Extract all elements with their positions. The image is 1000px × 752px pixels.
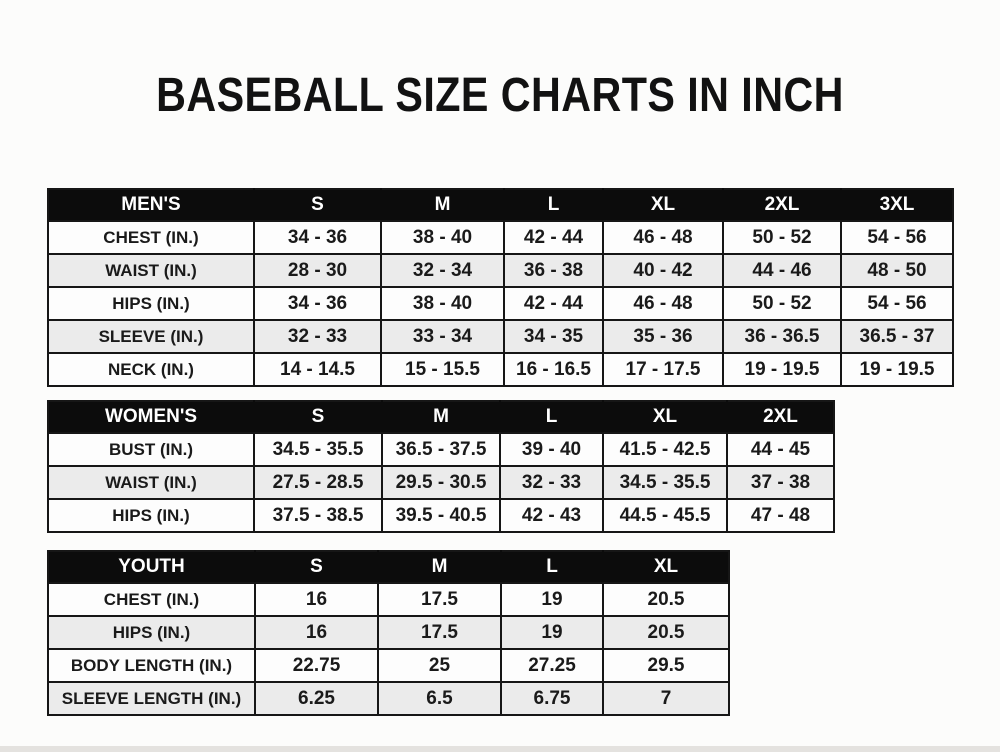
size-value-cell: 44.5 - 45.5: [603, 499, 727, 532]
size-value-cell: 27.5 - 28.5: [254, 466, 382, 499]
row-label-sleeve: SLEEVE (IN.): [48, 320, 254, 353]
row-label-hips: HIPS (IN.): [48, 616, 255, 649]
size-value-cell: 7: [603, 682, 729, 715]
size-value-cell: 34 - 35: [504, 320, 603, 353]
row-label-waist: WAIST (IN.): [48, 466, 254, 499]
size-value-cell: 44 - 45: [727, 433, 834, 466]
mens-col-header-2xl: 2XL: [723, 189, 841, 221]
size-value-cell: 38 - 40: [381, 287, 504, 320]
size-value-cell: 29.5 - 30.5: [382, 466, 500, 499]
size-value-cell: 19 - 19.5: [723, 353, 841, 386]
mens-sleeve-row: [48, 320, 953, 353]
size-value-cell: 6.25: [255, 682, 378, 715]
size-value-cell: 32 - 33: [500, 466, 603, 499]
youth-col-header-xl: XL: [603, 551, 729, 583]
youth-col-header-m: M: [378, 551, 501, 583]
womens-hips-row: [48, 499, 834, 532]
womens-col-header-l: L: [500, 401, 603, 433]
row-label-chest: CHEST (IN.): [48, 221, 254, 254]
size-value-cell: 20.5: [603, 616, 729, 649]
youth-col-header-l: L: [501, 551, 603, 583]
size-value-cell: 54 - 56: [841, 221, 953, 254]
size-value-cell: 42 - 43: [500, 499, 603, 532]
size-value-cell: 14 - 14.5: [254, 353, 381, 386]
youth-header-row: [48, 551, 729, 583]
size-value-cell: 36.5 - 37.5: [382, 433, 500, 466]
youth-col-header-s: S: [255, 551, 378, 583]
size-value-cell: 17.5: [378, 616, 501, 649]
page-bottom-edge: [0, 746, 1000, 752]
mens-size-table: [47, 188, 954, 387]
size-value-cell: 37.5 - 38.5: [254, 499, 382, 532]
size-value-cell: 20.5: [603, 583, 729, 616]
mens-waist-row: [48, 254, 953, 287]
mens-header-row: [48, 189, 953, 221]
size-value-cell: 41.5 - 42.5: [603, 433, 727, 466]
size-value-cell: 34.5 - 35.5: [254, 433, 382, 466]
youth-body-length-row: [48, 649, 729, 682]
size-value-cell: 44 - 46: [723, 254, 841, 287]
row-label-bust: BUST (IN.): [48, 433, 254, 466]
row-label-body-length: BODY LENGTH (IN.): [48, 649, 255, 682]
size-value-cell: 33 - 34: [381, 320, 504, 353]
size-value-cell: 47 - 48: [727, 499, 834, 532]
mens-col-header-3xl: 3XL: [841, 189, 953, 221]
mens-neck-row: [48, 353, 953, 386]
size-value-cell: 19: [501, 616, 603, 649]
youth-sleeve-length-row: [48, 682, 729, 715]
size-value-cell: 29.5: [603, 649, 729, 682]
size-value-cell: 48 - 50: [841, 254, 953, 287]
row-label-chest: CHEST (IN.): [48, 583, 255, 616]
mens-col-header-m: M: [381, 189, 504, 221]
row-label-sleeve-length: SLEEVE LENGTH (IN.): [48, 682, 255, 715]
size-value-cell: 36 - 36.5: [723, 320, 841, 353]
womens-header-row: [48, 401, 834, 433]
row-label-neck: NECK (IN.): [48, 353, 254, 386]
mens-hips-row: [48, 287, 953, 320]
size-value-cell: 37 - 38: [727, 466, 834, 499]
size-value-cell: 39.5 - 40.5: [382, 499, 500, 532]
size-value-cell: 32 - 33: [254, 320, 381, 353]
size-value-cell: 32 - 34: [381, 254, 504, 287]
row-label-hips: HIPS (IN.): [48, 499, 254, 532]
size-value-cell: 46 - 48: [603, 221, 723, 254]
womens-table-title: WOMEN'S: [48, 401, 254, 433]
youth-size-table: [47, 550, 730, 716]
size-value-cell: 17 - 17.5: [603, 353, 723, 386]
mens-col-header-l: L: [504, 189, 603, 221]
size-value-cell: 25: [378, 649, 501, 682]
size-value-cell: 27.25: [501, 649, 603, 682]
mens-col-header-s: S: [254, 189, 381, 221]
womens-col-header-s: S: [254, 401, 382, 433]
womens-col-header-xl: XL: [603, 401, 727, 433]
size-value-cell: 34 - 36: [254, 287, 381, 320]
womens-col-header-m: M: [382, 401, 500, 433]
row-label-waist: WAIST (IN.): [48, 254, 254, 287]
womens-size-table: [47, 400, 835, 533]
size-value-cell: 38 - 40: [381, 221, 504, 254]
row-label-hips: HIPS (IN.): [48, 287, 254, 320]
womens-col-header-2xl: 2XL: [727, 401, 834, 433]
size-value-cell: 54 - 56: [841, 287, 953, 320]
womens-bust-row: [48, 433, 834, 466]
size-value-cell: 46 - 48: [603, 287, 723, 320]
size-value-cell: 42 - 44: [504, 221, 603, 254]
womens-waist-row: [48, 466, 834, 499]
youth-table-title: YOUTH: [48, 551, 255, 583]
size-value-cell: 15 - 15.5: [381, 353, 504, 386]
size-value-cell: 22.75: [255, 649, 378, 682]
youth-hips-row: [48, 616, 729, 649]
size-value-cell: 19: [501, 583, 603, 616]
size-value-cell: 40 - 42: [603, 254, 723, 287]
size-value-cell: 39 - 40: [500, 433, 603, 466]
mens-chest-row: [48, 221, 953, 254]
size-value-cell: 35 - 36: [603, 320, 723, 353]
youth-chest-row: [48, 583, 729, 616]
size-value-cell: 50 - 52: [723, 287, 841, 320]
size-value-cell: 36.5 - 37: [841, 320, 953, 353]
size-value-cell: 28 - 30: [254, 254, 381, 287]
size-value-cell: 42 - 44: [504, 287, 603, 320]
size-value-cell: 34 - 36: [254, 221, 381, 254]
mens-col-header-xl: XL: [603, 189, 723, 221]
mens-table-title: MEN'S: [48, 189, 254, 221]
size-value-cell: 6.5: [378, 682, 501, 715]
size-value-cell: 16: [255, 616, 378, 649]
size-value-cell: 19 - 19.5: [841, 353, 953, 386]
size-value-cell: 36 - 38: [504, 254, 603, 287]
page-title: BASEBALL SIZE CHARTS IN INCH: [156, 69, 844, 122]
size-value-cell: 6.75: [501, 682, 603, 715]
size-value-cell: 16 - 16.5: [504, 353, 603, 386]
size-value-cell: 17.5: [378, 583, 501, 616]
size-value-cell: 34.5 - 35.5: [603, 466, 727, 499]
size-value-cell: 50 - 52: [723, 221, 841, 254]
size-value-cell: 16: [255, 583, 378, 616]
